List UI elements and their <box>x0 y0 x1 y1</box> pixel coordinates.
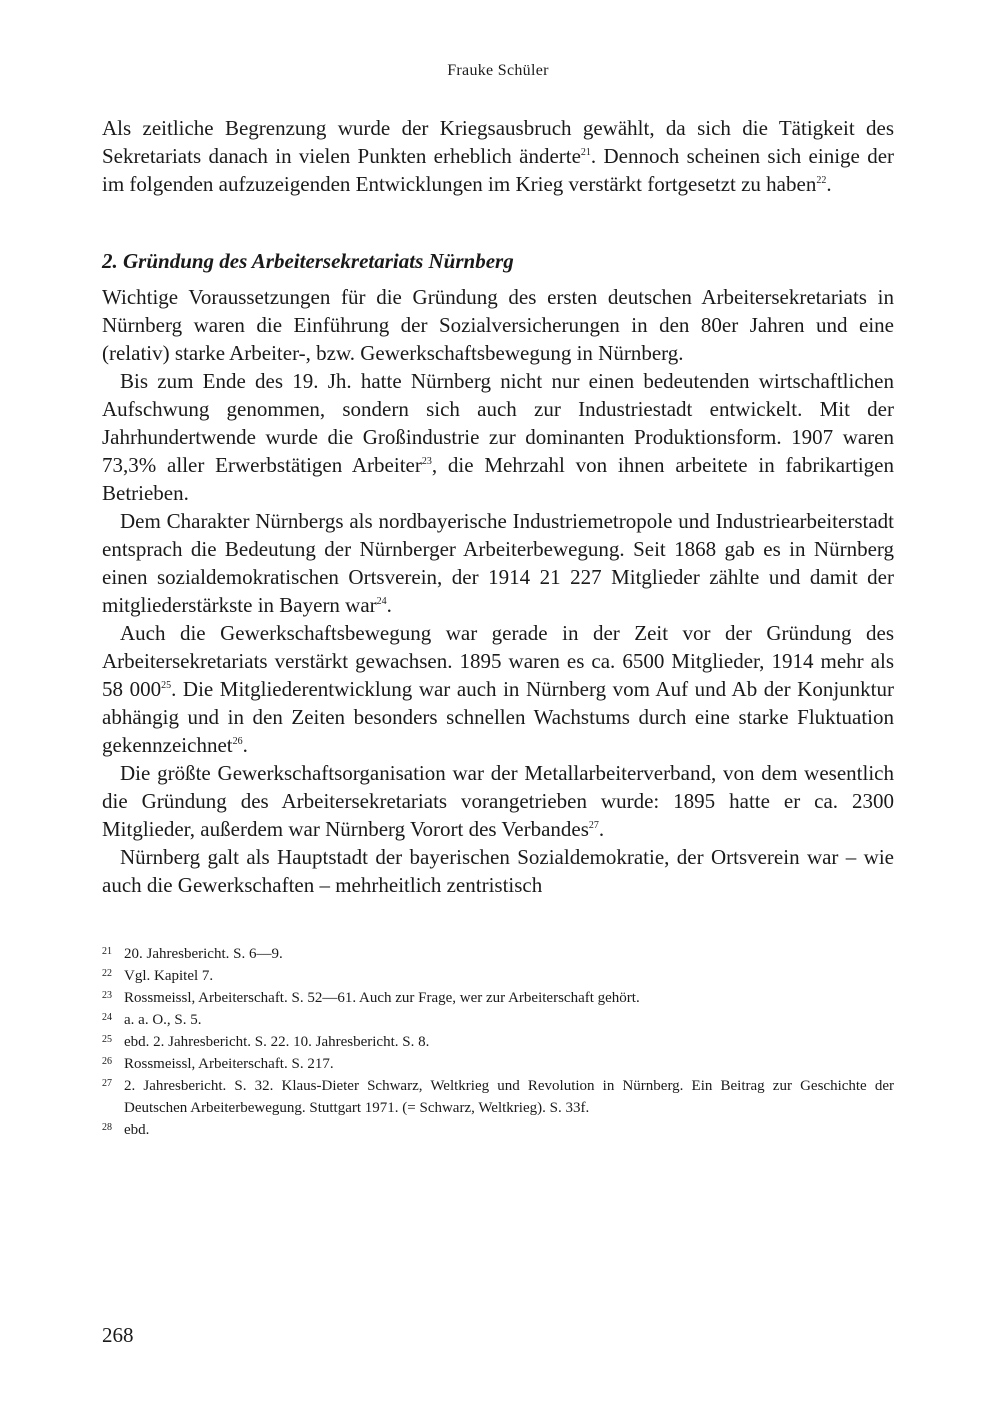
footnote-28 <box>102 1119 894 1141</box>
footnote-27 <box>102 1075 894 1119</box>
footnote-mark: 21 <box>102 946 112 957</box>
footnote-text: ebd. 2. Jahresbericht. S. 22. 10. Jahresbericht. S. 8. <box>124 1034 430 1050</box>
page-number: 268 <box>102 1323 134 1347</box>
footnote-26 <box>102 1053 894 1075</box>
footnote-ref-23[interactable]: 23 <box>421 456 432 467</box>
footnote-ref-24[interactable]: 24 <box>376 596 387 607</box>
body-paragraph-5 <box>102 759 894 843</box>
footnote-mark: 25 <box>102 1034 112 1045</box>
footnote-ref-26[interactable]: 26 <box>232 736 243 747</box>
paragraph-tail: . Die Mitgliederentwicklung war auch in Nürnberg vom Auf und Ab der Konjunktur abhängig und in den Zeiten besonders schnellen Wachstums durch eine starke Fluktuation gekennzeichnet <box>102 677 895 757</box>
footnote-ref-21[interactable]: 21 <box>580 147 591 158</box>
footnote-mark: 22 <box>102 968 112 979</box>
paragraph-text: Bis zum Ende des 19. Jh. hatte Nürnberg nicht nur einen bedeutenden wirtschaftlichen Aufschwung genommen, sondern sich auch zur Industriestadt entwickelt. Mit der Jahrhundertwende wurde die Großindustrie zur dominanten Produktionsform. 1907 waren 73,3% aller Erwerbstätigen Arbeiter <box>102 369 894 477</box>
footnote-text: a. a. O., S. 5. <box>124 1012 202 1028</box>
section-heading: 2. Gründung des Arbeitersekretariats Nürnberg <box>102 249 514 273</box>
footnote-22 <box>102 965 894 987</box>
paragraph-text: Wichtige Voraussetzungen für die Gründung des ersten deutschen Arbeitersekretariats in Nürnberg waren die Einführung der Sozialversicherungen in den 80er Jahren und eine (relativ) starke Arbeiter-, bzw. Gewerkschaftsbewegung in Nürnberg. <box>102 285 894 365</box>
body-paragraph-2 <box>102 367 894 507</box>
footnote-25 <box>102 1031 894 1053</box>
paragraph-tail: , die Mehrzahl von ihnen arbeitete in fabrikartigen Betrieben. <box>102 453 894 505</box>
footnote-ref-22[interactable]: 22 <box>816 175 827 186</box>
body-paragraph-4 <box>102 619 894 759</box>
intro-text-1: Als zeitliche Begrenzung wurde der Kriegsausbruch gewählt, da sich die Tätigkeit des Sekretariats danach in vielen Punkten erheblich änderte <box>102 116 894 168</box>
footnote-ref-25[interactable]: 25 <box>161 680 172 691</box>
footnote-mark: 23 <box>102 990 112 1001</box>
footnotes <box>102 943 894 1141</box>
footnote-24 <box>102 1009 894 1031</box>
paragraph-text: Dem Charakter Nürnbergs als nordbayerische Industriemetropole und Industriearbeiterstadt entsprach die Bedeutung der Nürnberger Arbeiterbewegung. Seit 1868 gab es in Nürnberg einen sozialdemokratischen Ortsverein, der 1914 21 227 Mitglieder zählte und damit der mitgliederstärkste in Bayern war <box>102 509 894 617</box>
footnote-mark: 24 <box>102 1012 112 1023</box>
footnote-mark: 28 <box>102 1122 112 1133</box>
footnote-ref-27[interactable]: 27 <box>588 820 599 831</box>
footnote-21 <box>102 943 894 965</box>
section-spacer <box>102 198 894 247</box>
footnote-text: ebd. <box>124 1122 150 1138</box>
paragraph-tail: . <box>386 593 392 617</box>
intro-paragraph <box>102 114 894 198</box>
footnote-text: Vgl. Kapitel 7. <box>124 968 214 984</box>
paragraph-tail-2: . <box>242 733 248 757</box>
footnote-text: 2. Jahresbericht. S. 32. Klaus-Dieter Schwarz, Weltkrieg und Revolution in Nürnberg. Ein Beitrag zur Geschichte der Deutschen Arbeiterbewegung. Stuttgart 1971. (= Schwarz, Weltkrieg). S. 33f. <box>124 1078 894 1116</box>
running-head: Frauke Schüler <box>447 62 549 79</box>
page-content <box>102 60 894 1141</box>
paragraph-text: Nürnberg galt als Hauptstadt der bayerischen Sozialdemokratie, der Ortsverein war – wie auch die Gewerkschaften – mehrheitlich zentristisch <box>102 845 894 897</box>
intro-text-3: . <box>826 172 832 196</box>
footnote-text: Rossmeissl, Arbeiterschaft. S. 52—61. Auch zur Frage, wer zur Arbeiterschaft gehört. <box>124 990 640 1006</box>
footnote-23 <box>102 987 894 1009</box>
body-paragraph-3 <box>102 507 894 619</box>
footnote-text: 20. Jahresbericht. S. 6—9. <box>124 946 283 962</box>
paragraph-text: Auch die Gewerkschaftsbewegung war gerade in der Zeit vor der Gründung des Arbeitersekretariats verstärkt gewachsen. 1895 waren es ca. 6500 Mitglieder, 1914 mehr als 58 000 <box>102 621 894 701</box>
paragraph-text: Die größte Gewerkschaftsorganisation war der Metallarbeiterverband, von dem wesentlich die Gründung des Arbeitersekretariats vorangetrieben wurde: 1895 hatte er ca. 2300 Mitglieder, außerdem war Nürnberg Vorort des Verbandes <box>102 761 894 841</box>
footnote-text: Rossmeissl, Arbeiterschaft. S. 217. <box>124 1056 334 1072</box>
body-paragraph-6 <box>102 843 894 899</box>
body-paragraph-1 <box>102 283 894 367</box>
paragraph-tail: . <box>598 817 605 841</box>
footnote-mark: 26 <box>102 1056 112 1067</box>
footnote-mark: 27 <box>102 1078 112 1089</box>
intro-text-2: . Dennoch scheinen sich einige der im folgenden aufzuzeigenden Entwicklungen im Krieg verstärkt fortgesetzt zu haben <box>102 144 895 196</box>
